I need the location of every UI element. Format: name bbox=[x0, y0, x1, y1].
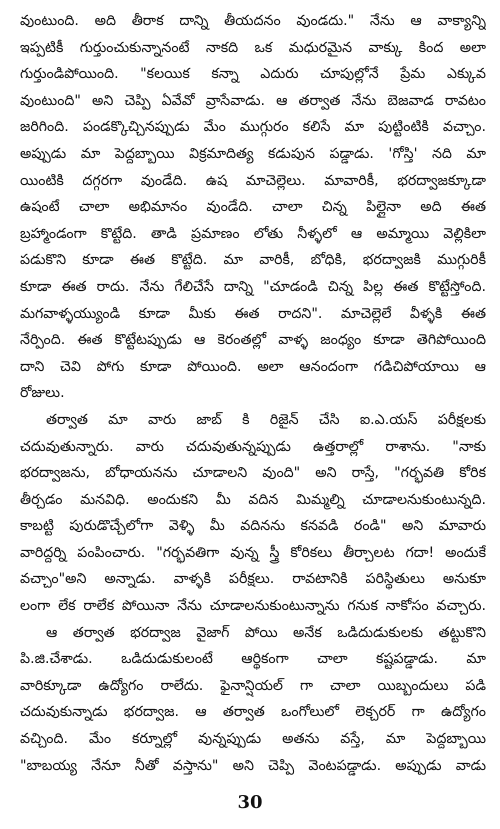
text-line: అప్పుడు మా పెద్దబ్బాయి విక్రమాదిత్య కడుపున పడ్డాడు. 'గోస్తి' నది మా bbox=[20, 145, 486, 162]
paragraph-first-line: తర్వాత మా వారు జాబ్ కి రిజైన్ చేసి ఐ.ఎ.యస్ పరీక్షలకు bbox=[46, 411, 486, 428]
text-line: పి.జి.చేశాడు. ఒడిదుడుకులంటే ఆర్థికంగా చాలా కష్టపడ్డాడు. మా bbox=[20, 651, 486, 668]
text-line: నేర్పింది. ఈత కొట్టేటప్పుడు ఆ కెరంతల్లో వాళ్ళ జంధ్యం కూడా తెగిపోయింది bbox=[20, 332, 486, 349]
text-line: చదువుకున్నాడు భరద్వాజ. ఆ తర్వాత ఒంగోలులో లెక్చరర్ గా ఉద్యోగం bbox=[20, 704, 486, 721]
text-line: గుర్తుండిపోయింది. "కలయిక కన్నా ఎదురు చూపుల్లోనే ప్రేమ ఎక్కువ bbox=[20, 66, 486, 83]
text-line: వచ్చింది. మేం కర్నూల్లో వున్నప్పుడు అతను వస్తే, మా పెద్దబ్బాయి bbox=[20, 731, 486, 748]
text-line: యింటికి దగ్గరగా వుండేది. ఉష మాచెల్లెలు. మావారికీ, భరద్వాజక్కూడా bbox=[20, 172, 486, 189]
text-line: జరిగింది. పండక్కొచ్చినప్పుడు మేం ముగ్గురం కలిసే మా పుట్టింటికి వచ్చాం. bbox=[20, 119, 486, 136]
text-line: మగవాళ్ళయ్యుండి కూడా మీకు ఈత రాదని". మాచెల్లెలే వీళ్ళకి ఈత bbox=[20, 305, 486, 322]
text-line: లంగా లేక రాలేక పోయినా నేను చూడాలనుకుంటున్నాను గనుక నాకోసం వచ్చారు. bbox=[20, 598, 486, 615]
text-line: ఉషంటే చాలా అభిమానం వుండేది. చాలా చిన్న పిల్లైనా అది ఈత bbox=[20, 199, 486, 216]
text-line: పడుకొని కూడా ఈత కొట్టేది. మా వారికీ, బోధికి, భరద్వాజకి ముగ్గురికీ bbox=[20, 252, 486, 269]
text-line: వుంటుంది" అని చెప్పి ఏవేవో వ్రాసేవాడు. ఆ తర్వాత నేను బెజవాడ రావటం bbox=[20, 92, 486, 109]
text-line: వచ్చాం"అని అన్నాడు. వాళ్ళకి పరీక్షలు. రావటానికి పరిస్థితులు అనుకూ bbox=[20, 571, 486, 588]
text-line: ఇప్పటికీ గుర్తుంచుకున్నానంటే నాకది ఒక మధురమైన వాక్కు కింద అలా bbox=[20, 39, 486, 56]
text-line: కూడా ఈత రాదు. నేను గేలిచేసే దాన్ని "చూడండి చిన్న పిల్ల ఈత కొట్టేస్తోంది. bbox=[20, 278, 486, 295]
page-body-text bbox=[20, 8, 486, 779]
text-line: రోజులు. bbox=[20, 385, 65, 402]
text-line: వుంటుంది. అది తీరాక దాన్ని తీయదనం వుండదు." నేను ఆ వాక్యాన్ని bbox=[20, 13, 486, 29]
paragraph-first-line: ఆ తర్వాత భరద్వాజ వైజాగ్ పోయి అనేక ఒడిదుడుకులకు తట్టుకొని bbox=[46, 624, 486, 641]
text-line: దాని చెవి పోగు కూడా పోయింది. అలా ఆనందంగా గడిచిపోయాయి ఆ bbox=[20, 358, 486, 375]
text-line: చదువుతున్నారు. వారు చదువుతున్నప్పుడు ఉత్తరాల్లో రాశాను. "నాకు bbox=[20, 438, 486, 455]
text-line: వారిక్కూడా ఉద్యోగం రాలేదు. ఫైనాన్షియల్ గా చాలా యిబ్బందులు పడి bbox=[20, 677, 486, 694]
text-line: భరద్వాజను, బోధాయనను చూడాలని వుంది" అని రాస్తే, "గర్భవతి కోరిక bbox=[20, 465, 486, 482]
page-number: 30 bbox=[237, 792, 263, 813]
text-line: కాబట్టి పురుడొచ్చేలోగా వెళ్ళి మీ వదినను కనవడి రండి" అని మావారు bbox=[20, 518, 486, 535]
text-line: వారిద్దర్ని పంపించారు. "గర్భవతిగా వున్న స్త్రీ కోరికలు తీర్చాలట గదా! అందుకే bbox=[20, 544, 486, 561]
text-line: బ్రహ్మాండంగా కొట్టేది. తాడి ప్రమాణం లోతు నీళ్ళలో ఆ అమ్మాయి వెల్లికిలా bbox=[20, 225, 486, 242]
text-line: తీర్చడం మనవిధి. అందుకని మీ వదిన మిమ్మల్ని చూడాలనుకుంటున్నది. bbox=[20, 491, 486, 508]
text-line: "బాబయ్య నేనూ నీతో వస్తాను" అని చెప్పి వెంటపడ్డాడు. అప్పుడు వాడు bbox=[20, 757, 486, 774]
